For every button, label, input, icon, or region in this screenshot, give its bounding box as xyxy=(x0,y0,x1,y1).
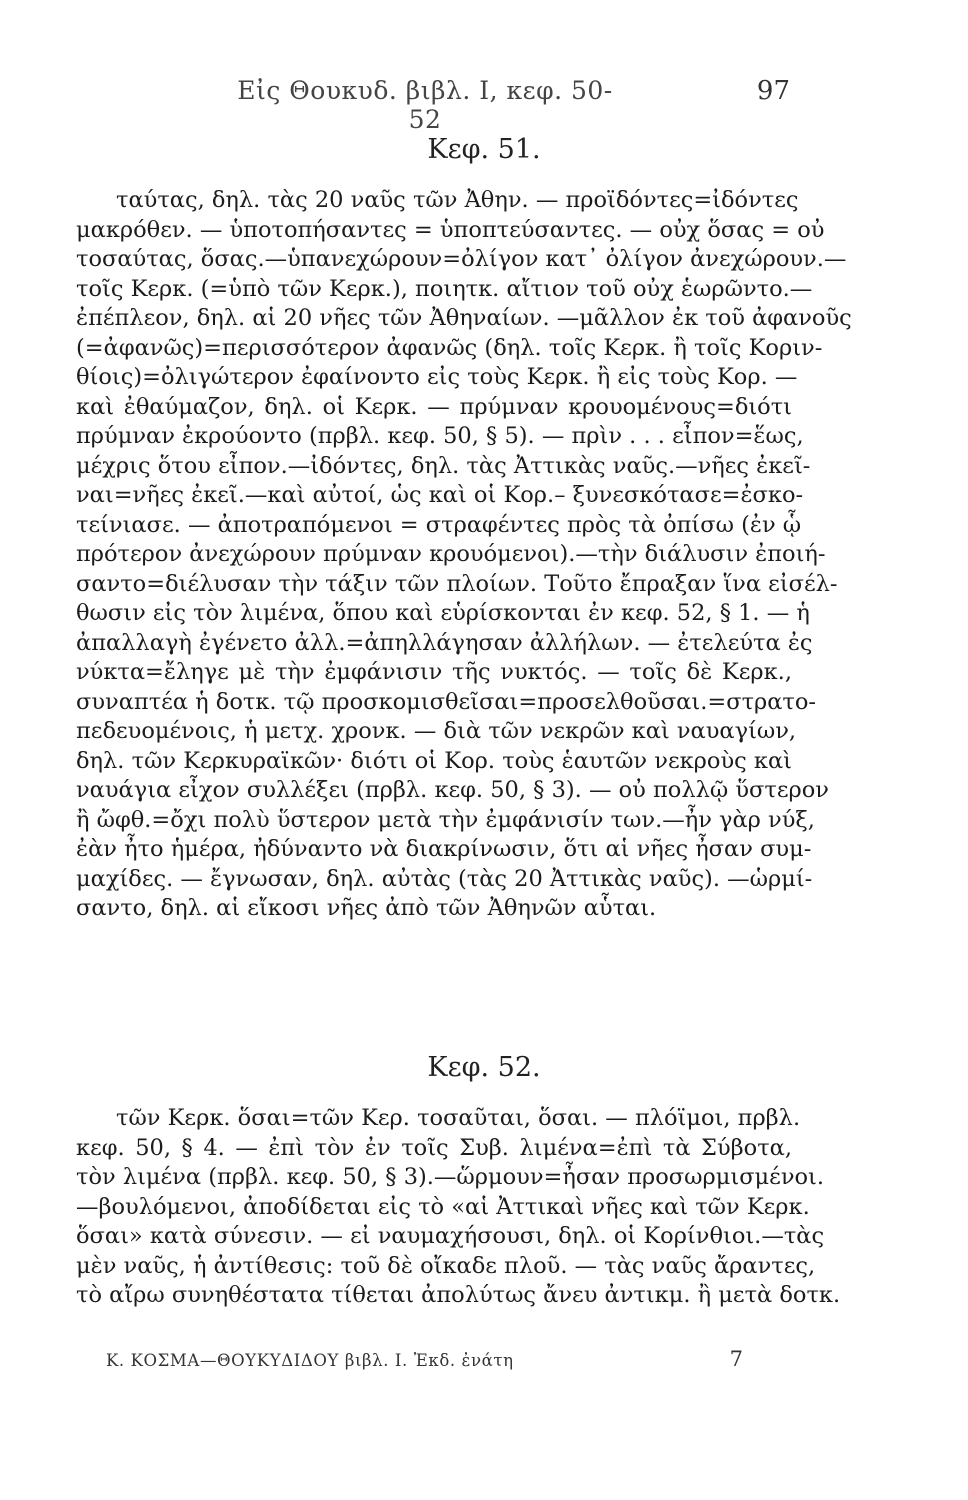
text-line: ὅσαι» κατὰ σύνεσιν. — εἰ ναυμαχήσουσι, δηλ. οἱ Κορίνθιοι.—τὰς xyxy=(76,1223,825,1249)
chapter-51-heading: Κεφ. 51. xyxy=(427,134,541,165)
text-line: μακρόθεν. — ὑποτοπήσαντες = ὑποπτεύσαντες. — οὐχ ὅσας = οὐ xyxy=(76,216,825,243)
text-line: νύκτα=ἔληγε μὲ τὴν ἐμφάνισιν τῆς νυκτός. — τοῖς δὲ Κερκ., xyxy=(76,659,792,685)
text-line: ἐπέπλεον, δηλ. αἱ 20 νῆες τῶν Ἀθηναίων. —μᾶλλον ἐκ τοῦ ἀφανοῦς xyxy=(76,305,852,331)
text-line: τῶν Κερκ. ὅσαι=τῶν Κερ. τοσαῦται, ὅσαι. — πλόϊμοι, πρβλ. xyxy=(116,1105,801,1131)
text-line: συναπτέα ἡ δοτκ. τῷ προσκομισθεῖσαι=προσελθοῦσαι.=στρατο- xyxy=(76,688,817,715)
text-line: καὶ ἐθαύμαζον, δηλ. οἱ Κερκ. — πρύμναν κρουομένους=διότι xyxy=(76,393,792,420)
chapter-51-commentary xyxy=(76,186,852,924)
text-line: δηλ. τῶν Κερκυραϊκῶν· διότι οἱ Κορ. τοὺς ἑαυτῶν νεκροὺς καὶ xyxy=(76,747,792,774)
text-line: σαντο=διέλυσαν τὴν τάξιν τῶν πλοίων. Τοῦτο ἔπραξαν ἵνα εἰσέλ- xyxy=(76,570,838,597)
page-number: 97 xyxy=(756,76,790,106)
chapter-52-commentary xyxy=(76,1104,841,1311)
text-line: μὲν ναῦς, ἡ ἀντίθεσις: τοῦ δὲ οἴκαδε πλοῦ. — τὰς ναῦς ἄραντες, xyxy=(76,1252,816,1279)
text-line: τὸ αἴρω συνηθέστατα τίθεται ἀπολύτως ἄνευ ἀντικμ. ἢ μετὰ δοτκ. xyxy=(76,1282,841,1308)
text-line: ἐὰν ἦτο ἡμέρα, ἠδύναντο νὰ διακρίνωσιν, ὅτι αἱ νῆες ἦσαν συμ- xyxy=(76,836,812,862)
text-line: σαντο, δηλ. αἱ εἴκοσι νῆες ἀπὸ τῶν Ἀθηνῶν αὗται. xyxy=(76,895,657,921)
text-line: (=ἀφανῶς)=περισσότερον ἀφανῶς (δηλ. τοῖς Κερκ. ἢ τοῖς Κοριν- xyxy=(76,334,823,361)
text-line: μαχίδες. — ἔγνωσαν, δηλ. αὐτὰς (τὰς 20 Ἀττικὰς ναῦς). —ὡρμί- xyxy=(76,865,813,892)
text-line: ἢ ὤφθ.=ὄχι πολὺ ὕστερον μετὰ τὴν ἐμφάνισίν των.—ἦν γὰρ νύξ, xyxy=(76,806,815,833)
text-line: ναι=νῆες ἐκεῖ.—καὶ αὐτοί, ὡς καὶ οἱ Κορ.– ξυνεσκότασε=ἐσκο- xyxy=(76,482,804,508)
text-line: τοῖς Κερκ. (=ὑπὸ τῶν Κερκ.), ποιητκ. αἴτιον τοῦ οὐχ ἑωρῶντο.— xyxy=(76,275,813,302)
printer-signature-line xyxy=(0,1345,968,1375)
text-line: ταύτας, δηλ. τὰς 20 ναῦς τῶν Ἀθην. — προϊδόντες=ἰδόντες xyxy=(116,187,799,213)
text-line: —βουλόμενοι, ἀποδίδεται εἰς τὸ «αἱ Ἀττικαὶ νῆες καὶ τῶν Κερκ. xyxy=(76,1193,810,1220)
gathering-number: 7 xyxy=(729,1347,743,1371)
text-line: ναυάγια εἶχον συλλέξει (πρβλ. κεφ. 50, § 3). — οὐ πολλῷ ὕστερον xyxy=(76,777,829,803)
running-title: Εἰς Θουκυδ. βιβλ. Ι, κεφ. 50-52 xyxy=(237,76,613,134)
text-line: θωσιν εἰς τὸν λιμένα, ὅπου καὶ εὑρίσκονται ἐν κεφ. 52, § 1. — ἡ xyxy=(76,600,810,626)
text-line: ἀπαλλαγὴ ἐγένετο ἀλλ.=ἀπηλλάγησαν ἀλλήλων. — ἐτελεύτα ἐς xyxy=(76,629,813,656)
text-line: πεδευομένοις, ἡ μετχ. χρονκ. — διὰ τῶν νεκρῶν καὶ ναυαγίων, xyxy=(76,718,797,744)
text-line: τείνιασε. — ἀποτραπόμενοι = στραφέντες πρὸς τὰ ὀπίσω (ἐν ᾧ xyxy=(76,511,802,538)
chapter-52-heading: Κεφ. 52. xyxy=(427,1052,541,1083)
text-line: μέχρις ὅτου εἶπον.—ἰδόντες, δηλ. τὰς Ἀττικὰς ναῦς.—νῆες ἐκεῖ- xyxy=(76,452,811,479)
text-line: τοσαύτας, ὅσας.—ὑπανεχώρουν=ὀλίγον κατ᾽ ὀλίγον ἀνεχώρουν.— xyxy=(76,246,847,272)
signature-mark: Κ. ΚΟΣΜΑ—ΘΟΥΚΥΔΙΔΟΥ βιβλ. Ι. Ἐκδ. ἐνάτη xyxy=(106,1351,514,1370)
text-line: πρύμναν ἐκρούοντο (πρβλ. κεφ. 50, § 5). — πρὶν . . . εἶπον=ἕως, xyxy=(76,423,804,449)
text-line: κεφ. 50, § 4. — ἐπὶ τὸν ἐν τοῖς Συβ. λιμένα=ἐπὶ τὰ Σύβοτα, xyxy=(76,1134,792,1161)
running-head xyxy=(0,74,968,134)
text-line: θίοις)=ὀλιγώτερον ἐφαίνοντο εἰς τοὺς Κερκ. ἢ εἰς τοὺς Κορ. — xyxy=(76,364,798,390)
text-line: πρότερον ἀνεχώρουν πρύμναν κρουόμενοι).—τὴν διάλυσιν ἐποιή- xyxy=(76,541,826,567)
text-line: τὸν λιμένα (πρβλ. κεφ. 50, § 3).—ὥρμουν=ἦσαν προσωρμισμένοι. xyxy=(76,1164,825,1190)
